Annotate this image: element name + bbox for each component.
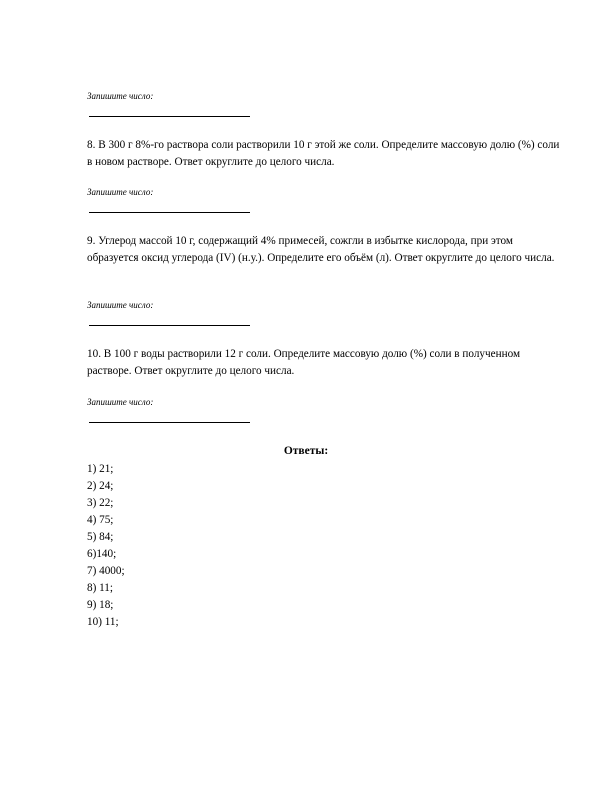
answer-item: 2) 24; [87,480,114,492]
answer-item: 8) 11; [87,582,113,594]
answer-line[interactable] [89,116,250,117]
answer-item: 10) 11; [87,616,119,628]
answer-item: 7) 4000; [87,565,125,577]
answer-item: 5) 84; [87,531,114,543]
answers-list [87,461,125,631]
task-8-text: 8. В 300 г 8%-го раствора соли растворили 10 г этой же соли. Определите массовую долю (%) соли в новом растворе. Ответ округлите до целого числа. [87,139,560,168]
task-9-text: 9. Углерод массой 10 г, содержащий 4% примесей, сожгли в избытке кислорода, при этом образуется оксид углерода (IV) (н.у.). Определите его объём (л). Ответ округлите до целого числа. [87,235,555,264]
answer-item: 9) 18; [87,599,114,611]
answer-prompt-label: Запишите число: [87,300,154,310]
answer-line[interactable] [89,325,250,326]
task-10-text: 10. В 100 г воды растворили 12 г соли. Определите массовую долю (%) соли в полученном растворе. Ответ округлите до целого числа. [87,348,521,377]
answer-line[interactable] [89,212,250,213]
answer-line[interactable] [89,422,250,423]
answer-prompt-label: Запишите число: [87,397,154,407]
answers-title: Ответы: [283,445,329,457]
answer-prompt-label: Запишите число: [87,91,154,101]
answer-prompt-label: Запишите число: [87,187,154,197]
answer-item: 4) 75; [87,514,114,526]
answer-item: 1) 21; [87,463,114,475]
answer-item: 3) 22; [87,497,114,509]
answer-item: 6)140; [87,548,117,560]
